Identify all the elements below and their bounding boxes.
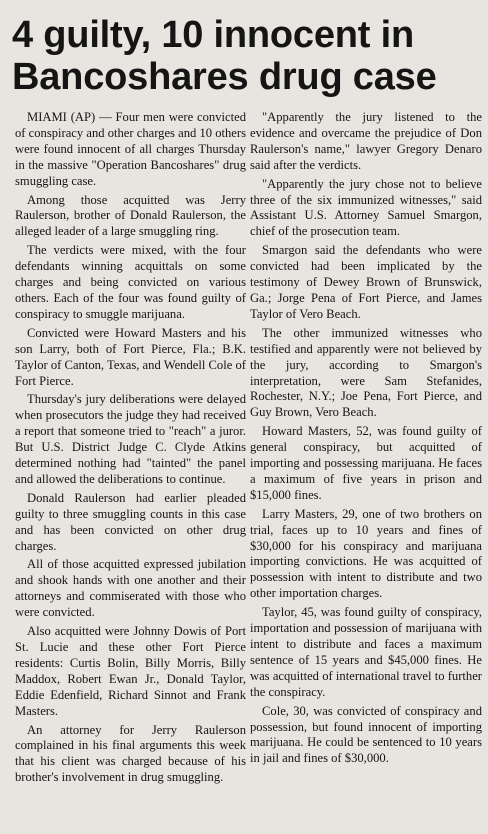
article-column-left (15, 110, 246, 789)
article-column-right (250, 110, 482, 770)
paragraph: The verdicts were mixed, with the four defendants winning acquittals on some charges and being convicted on various others. Each of the four was found guilty of conspiracy to smuggle marijuana. (15, 243, 246, 321)
paragraph: Taylor, 45, was found guilty of conspiracy, importation and possession of marijuana with intent to distribute and faces a maximum sentence of 15 years and $45,000 fines. He was acquitted of international travel to further the conspiracy. (250, 605, 482, 699)
paragraph: Cole, 30, was convicted of conspiracy and possession, but found innocent of importing marijuana. He could be sentenced to 10 years in jail and fines of $30,000. (250, 703, 482, 766)
paragraph: Howard Masters, 52, was found guilty of general conspiracy, but acquitted of importing and possessing marijuana. He faces a maximum of five years in prison and $15,000 fines. (250, 424, 482, 502)
paragraph: An attorney for Jerry Raulerson complained in his final arguments this week that his client was charged because of his brother's involvement in drug smuggling. (15, 722, 246, 785)
paragraph: Smargon said the defendants who were convicted had been implicated by the testimony of Dewey Brown of Brunswick, Ga.; Jorge Pena of Fort Pierce, and James Taylor of Vero Beach. (250, 243, 482, 321)
paragraph: Among those acquitted was Jerry Raulerson, brother of Donald Raulerson, the alleged leader of a large smuggling ring. (15, 192, 246, 239)
headline: 4 guilty, 10 innocent in Bancoshares drug case (12, 14, 437, 98)
paragraph: Thursday's jury deliberations were delayed when prosecutors the judge they had received a report that someone tried to "reach" a juror. But U.S. District Judge C. Clyde Atkins determined nothing had "tainted" the panel and allowed the deliberations to continue. (15, 392, 246, 486)
paragraph: Donald Raulerson had earlier pleaded guilty to three smuggling counts in this case and has been convicted on other drug charges. (15, 490, 246, 553)
paragraph: Also acquitted were Johnny Dowis of Port St. Lucie and these other Fort Pierce residents: Curtis Bolin, Billy Morris, Billy Maddox, Robert Ewan Jr., Donald Taylor, Eddie Edenfield, Richard Sinnot and Frank Masters. (15, 624, 246, 718)
paragraph: "Apparently the jury chose not to believe three of the six immunized witnesses," said Assistant U.S. Attorney Samuel Smargon, chief of the prosecution team. (250, 176, 482, 239)
paragraph: Convicted were Howard Masters and his son Larry, both of Fort Pierce, Fla.; B.K. Taylor of Canton, Texas, and Wendell Cole of Fort Pierce. (15, 325, 246, 388)
paragraph: All of those acquitted expressed jubilation and shook hands with one another and their attorneys and commiserated with those who were convicted. (15, 557, 246, 620)
paragraph: MIAMI (AP) — Four men were convicted of conspiracy and other charges and 10 others were found innocent of all charges Thursday in the massive "Operation Bancoshares" drug smuggling case. (15, 110, 246, 188)
paragraph: The other immunized witnesses who testified and apparently were not believed by the jury, according to Smargon's interpretation, were Sam Stefanides, Rochester, N.Y.; Joe Pena, Fort Pierce, and Guy Brown, Vero Beach. (250, 325, 482, 420)
paragraph: "Apparently the jury listened to the evidence and overcame the prejudice of Don Raulerson's name," lawyer Gregory Denaro said after the verdicts. (250, 110, 482, 172)
paragraph: Larry Masters, 29, one of two brothers on trial, faces up to 10 years and fines of $30,000 for his conspiracy and marijuana importing convictions. He was acquitted of possession with intent to distribute and two other importation charges. (250, 506, 482, 601)
